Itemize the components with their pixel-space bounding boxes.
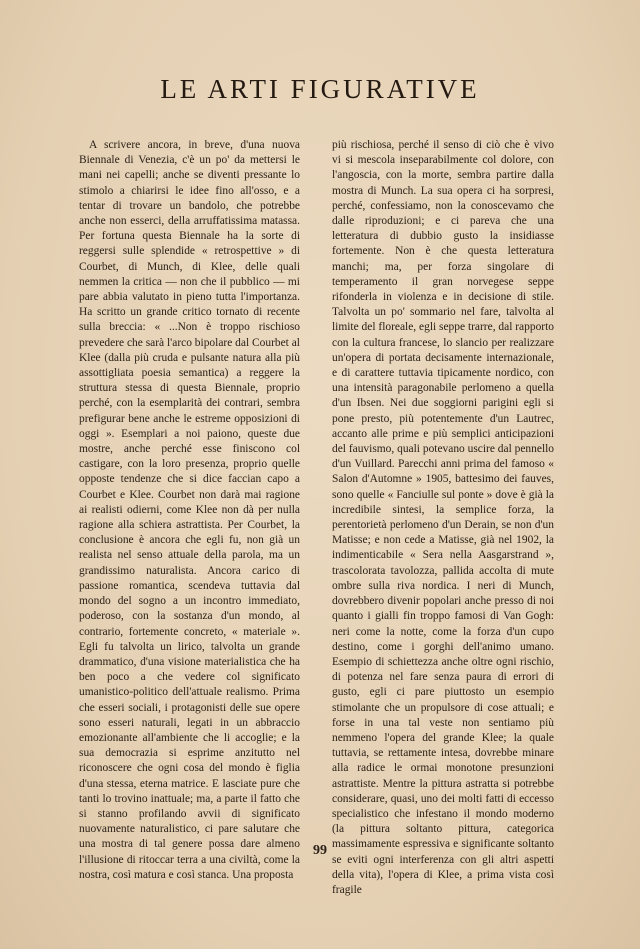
text-column-left [79, 138, 300, 883]
body-paragraph-right: più rischiosa, perché il senso di ciò che è vivo vi si mescola inseparabilmente col dolore, con l'angoscia, con la morte, sembra partire dalla mostra di Munch. La sua opera ci ha sorpresi, perché, confessiamo, non la conoscevamo che dalle riproduzioni; e ci pareva che una letteratura di dubbio gusto la insidiasse fortemente. Non è che questa letteratura manchi; ma, per forza singolare di temperamento il gran norvegese seppe rifonderla in violenza e in decisione di stile. Talvolta un po' sommario nel fare, talvolta al limite del floreale, egli seppe trarre, dal rapporto con la cultura francese, lo slancio per realizzare un'opera di portata decisamente internazionale, e di carattere tuttavia tipicamente nordico, con una intensità paragonabile perlomeno a quella d'un Ibsen. Nei due soggiorni parigini egli si pone presto, più potentemente d'un Lautrec, accanto alle prime e più semplici anticipazioni del fauvismo, quali potevano uscire dal pennello d'un Vuillard. Parecchi anni prima del famoso « Salon d'Automne » 1905, battesimo dei fauves, sono quelle « Fanciulle sul ponte » dove è già la incredibile sintesi, la semplice forza, la perentorietà perlomeno d'un Derain, se non d'un Matisse; e non cede a Matisse, già nel 1902, la indimenticabile « Sera nella Aasgarstrand », trascolorata tavolozza, pallida accolta di mute ombre sulla riva nordica. I neri di Munch, dovrebbero divenir popolari anche presso di noi quanto i gialli fin troppo famosi di Van Gogh: neri come la notte, come la forza d'un cupo destino, come i gorghi dell'animo umano. Esempio di schiettezza anche oltre ogni rischio, di potenza nel fare senza paura di errori di gusto, egli ci pare piuttosto un esempio stimolante che un propulsore di cose attuali; e forse in una tal veste non sentiamo più nemmeno l'opera del grande Klee; la quale tuttavia, se rettamente intesa, dovrebbe minare alla radice le ormai monotone presunzioni astrattiste. Mentre la pittura astratta si potrebbe considerare, quasi, uno dei molti fatti di eccesso specialistico che infestano il mondo moderno (la pittura soltanto pittura, categorica massimamente espressiva e significante soltanto se eviti ogni interferenza con gli altri aspetti della vita), l'opera di Klee, a prima vista così fragile [332, 139, 555, 896]
body-paragraph-left: A scrivere ancora, in breve, d'una nuova Biennale di Venezia, c'è un po' da mettersi le mani nei capelli; anche se diventi pressante lo stimolo a chiarirsi le idee fino all'osso, e a tentar di trovare un bandolo, che potrebbe anche non esserci, della arruffatissima matassa. Per fortuna questa Biennale ha la sorte di reggersi sulle splendide « retrospettive » di Courbet, di Munch, di Klee, delle quali nemmen la critica — non che il pubblico — mi pare abbia valutato in pieno tutta l'importanza. Ha scritto un grande critico tornato di recente sulla breccia: « ...Non è troppo rischioso prevedere che sarà l'arco bipolare dal Courbet al Klee (dalla più cruda e pulsante natura alla più assottigliata poesia semantica) a reggere la struttura stessa di questa Biennale, proprio perché, con la esemplarità dei contrari, sembra prefigurar bene anche le estreme opposizioni di oggi ». Esemplari a noi paiono, queste due mostre, anche perché esse finiscono col castigare, con la loro presenza, proprio quelle opposte tendenze che si dice faccian capo a Courbet e Klee. Courbet non darà mai ragione ai realisti odierni, come Klee non dà per nulla ragione alla schiera astrattista. Per Courbet, la conclusione è ancora che egli fu, non già un realista nel senso attuale della parola, ma un grandissimo naturalista. Ancora carico di passione romantica, scendeva tuttavia dal mondo del sogno a un incontro immediato, poderoso, con la sostanza d'un mondo, al contrario, fortemente concreto, « materiale ». Egli fu talvolta un lirico, talvolta un grande drammatico, d'una visione materialistica che ha ben poco a che vedere col significato umanistico-politico dell'attuale realismo. Prima che esseri sociali, i protagonisti delle sue opere sono esseri naturali, legati in un abbraccio emozionante all'ambiente che li accoglie; e la sua democrazia si esprime anzitutto nel riconoscere che ogni cosa del mondo è figlia d'una stessa, eterna matrice. E lasciate pure che tanti lo trovino inattuale; ma, a parte il fatto che si stanno profilando avvii di significato nuovamente naturalistico, ci pare salutare che una mostra di tal genere possa dare almeno l'illusione di ritoccar terra a una civiltà, come la nostra, così matura e così stanca. Una proposta [79, 139, 300, 881]
page-title: LE ARTI FIGURATIVE [160, 74, 480, 104]
text-column-right [332, 138, 554, 898]
page-number: 99 [313, 843, 327, 858]
